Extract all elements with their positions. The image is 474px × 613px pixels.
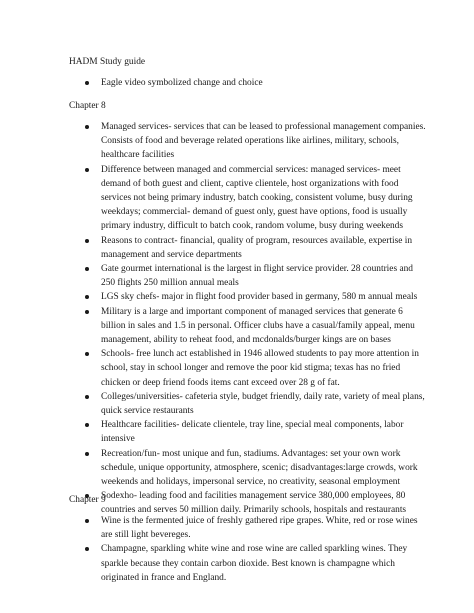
list-item: Managed services- services that can be leased to professional management companies. Consists of food and beverage related operations like airlines, military, schools, healthcare facilities xyxy=(69,120,429,163)
chapter-9-heading: Chapter 9 xyxy=(69,495,106,505)
bullet-icon xyxy=(85,239,89,243)
bullet-icon xyxy=(85,125,89,129)
list-item: Recreation/fun- most unique and fun, stadiums. Advantages: set your own work schedule, unique opportunity, atmosphere, scenic; disadvantages:large crowds, work weekends and holidays, impersonal service, no creativity, seasonal employment xyxy=(69,447,429,490)
chapter-8-heading: Chapter 8 xyxy=(69,101,106,111)
bullet-icon xyxy=(85,547,89,551)
list-item: Wine is the fermented juice of freshly gathered ripe grapes. White, red or rose wines are still light bevereges. xyxy=(69,514,429,542)
bullet-icon xyxy=(85,267,89,271)
bullet-icon xyxy=(85,352,89,356)
bullet-icon xyxy=(85,310,89,314)
bullet-icon xyxy=(85,423,89,427)
list-item: Reasons to contract- financial, quality of program, resources available, expertise in management and service departments xyxy=(69,234,429,262)
list-item: Military is a large and important component of managed services that generate 6 billion in sales and 1.5 in personal. Officer clubs have a casual/family appeal, menu management, ability to reheat food, and mcdonalds/burger kings are on bases xyxy=(69,305,429,348)
list-item: Gate gourmet international is the largest in flight service provider. 28 countries and 250 flights 250 million annual meals xyxy=(69,262,429,290)
list-item: Healthcare facilities- delicate clientele, tray line, special meal components, labor intensive xyxy=(69,418,429,446)
document-title: HADM Study guide xyxy=(69,57,146,67)
bullet-icon xyxy=(85,81,89,85)
bullet-icon xyxy=(85,452,89,456)
bullet-icon xyxy=(85,519,89,523)
list-item: Schools- free lunch act established in 1946 allowed students to pay more attention in school, stay in school longer and remove the poor kid stigma; texas has no fried chicken or deep friend foods items cant exceed over 28 g of fat. xyxy=(69,347,429,390)
bullet-icon xyxy=(85,395,89,399)
list-item: Colleges/universities- cafeteria style, budget friendly, daily rate, variety of meal plans, quick service restaurants xyxy=(69,390,429,418)
intro-list xyxy=(69,76,429,90)
list-item: LGS sky chefs- major in flight food provider based in germany, 580 m annual meals xyxy=(69,290,429,304)
list-item: Sodexho- leading food and facilities management service 380,000 employees, 80 countries and serves 50 million daily. Primarily schools, hospitals and restaurants xyxy=(69,489,429,517)
chapter-8-list xyxy=(69,120,429,518)
bullet-icon xyxy=(85,168,89,172)
bullet-icon xyxy=(85,295,89,299)
chapter-9-list xyxy=(69,514,429,585)
list-item: Difference between managed and commercial services: managed services- meet demand of both guest and client, captive clientele, host organizations with food services not being primary industry, batch cooking, consistent volume, busy during weekdays; commercial- demand of guest only, guest have options, food is usually primary industry, difficult to batch cook, random volume, busy during weekends xyxy=(69,163,429,234)
list-item: Champagne, sparkling white wine and rose wine are called sparkling wines. They sparkle because they contain carbon dioxide. Best known is champagne which originated in france and England. xyxy=(69,542,429,585)
list-item: Eagle video symbolized change and choice xyxy=(69,76,429,90)
